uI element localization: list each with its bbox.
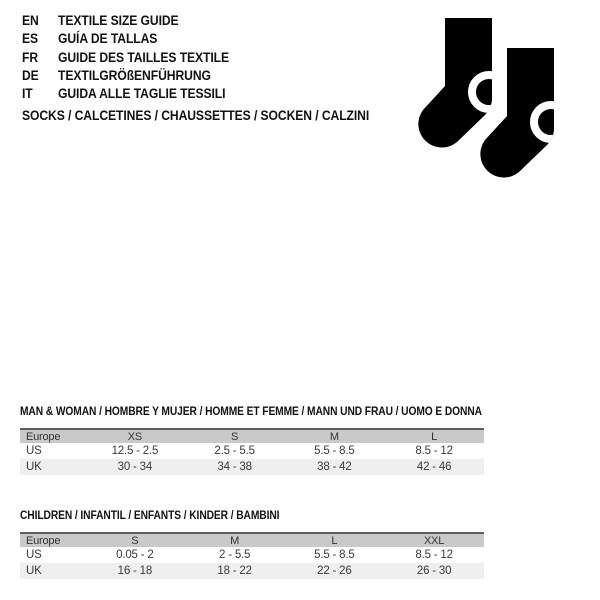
children-table-title: CHILDREN / INFANTIL / ENFANTS / KINDER / BAMBINI bbox=[20, 510, 280, 522]
children-size-section bbox=[20, 508, 484, 579]
size-cell: 5.5 - 8.5 bbox=[314, 549, 355, 561]
col-header-size: L bbox=[331, 534, 338, 547]
table-row-uk bbox=[20, 563, 484, 579]
row-label: US bbox=[26, 445, 42, 457]
size-cell: 42 - 46 bbox=[416, 461, 452, 473]
row-label: UK bbox=[26, 565, 42, 577]
size-cell: 2 - 5.5 bbox=[219, 549, 251, 561]
row-label: US bbox=[26, 549, 42, 561]
col-header-region: Europe bbox=[26, 534, 61, 547]
lang-row-it bbox=[22, 85, 229, 103]
size-cell: 8.5 - 12 bbox=[415, 445, 453, 457]
col-header-size: M bbox=[329, 430, 339, 443]
col-header-region: Europe bbox=[26, 430, 61, 443]
size-cell: 38 - 42 bbox=[317, 461, 352, 473]
lang-label: GUIDA ALLE TAGLIE TESSILI bbox=[58, 86, 226, 102]
language-list bbox=[22, 12, 229, 103]
lang-code: FR bbox=[22, 49, 39, 65]
size-cell: 0.05 - 2 bbox=[116, 549, 154, 561]
size-cell: 30 - 34 bbox=[117, 461, 153, 473]
lang-row-fr bbox=[22, 49, 229, 67]
col-header-size: S bbox=[231, 430, 239, 443]
table-header-row bbox=[20, 533, 484, 547]
col-header-size: S bbox=[131, 534, 139, 547]
size-cell: 22 - 26 bbox=[317, 565, 352, 577]
size-cell: 8.5 - 12 bbox=[415, 549, 453, 561]
sock-back bbox=[418, 18, 506, 148]
lang-row-de bbox=[22, 67, 229, 85]
size-cell: 12.5 - 2.5 bbox=[111, 445, 159, 457]
size-cell: 16 - 18 bbox=[117, 565, 153, 577]
lang-code: DE bbox=[22, 67, 39, 83]
man-woman-size-section bbox=[20, 404, 484, 475]
lang-code: EN bbox=[22, 13, 39, 28]
man-woman-table-title: MAN & WOMAN / HOMBRE Y MUJER / HOMME ET FEMME / MANN UND FRAU / UOMO E DONNA bbox=[20, 406, 482, 418]
lang-row-en bbox=[22, 12, 229, 30]
category-title: SOCKS / CALCETINES / CHAUSSETTES / SOCKEN / CALZINI bbox=[22, 108, 370, 123]
lang-label: TEXTILE SIZE GUIDE bbox=[58, 13, 179, 28]
children-size-table bbox=[20, 532, 484, 579]
table-row-uk bbox=[20, 459, 484, 475]
table-row-us bbox=[20, 443, 484, 459]
lang-code: ES bbox=[22, 31, 39, 47]
size-cell: 34 - 38 bbox=[217, 461, 252, 473]
row-label: UK bbox=[26, 461, 42, 473]
col-header-size: M bbox=[230, 534, 240, 547]
lang-row-es bbox=[22, 30, 229, 48]
sock-front bbox=[480, 48, 568, 178]
man-woman-size-table bbox=[20, 428, 484, 475]
table-row-us bbox=[20, 547, 484, 563]
size-cell: 18 - 22 bbox=[217, 565, 252, 577]
size-cell: 2.5 - 5.5 bbox=[214, 445, 255, 457]
size-cell: 5.5 - 8.5 bbox=[314, 445, 355, 457]
lang-label: GUÍA DE TALLAS bbox=[58, 31, 158, 47]
socks-icon bbox=[414, 13, 580, 181]
lang-code: IT bbox=[22, 86, 33, 102]
table-header-row bbox=[20, 429, 484, 443]
lang-label: TEXTILGRÖßENFÜHRUNG bbox=[58, 67, 211, 83]
lang-label: GUIDE DES TAILLES TEXTILE bbox=[58, 49, 230, 65]
size-cell: 26 - 30 bbox=[416, 565, 452, 577]
col-header-size: XS bbox=[127, 430, 143, 443]
col-header-size: XXL bbox=[424, 534, 445, 547]
col-header-size: L bbox=[431, 430, 438, 443]
